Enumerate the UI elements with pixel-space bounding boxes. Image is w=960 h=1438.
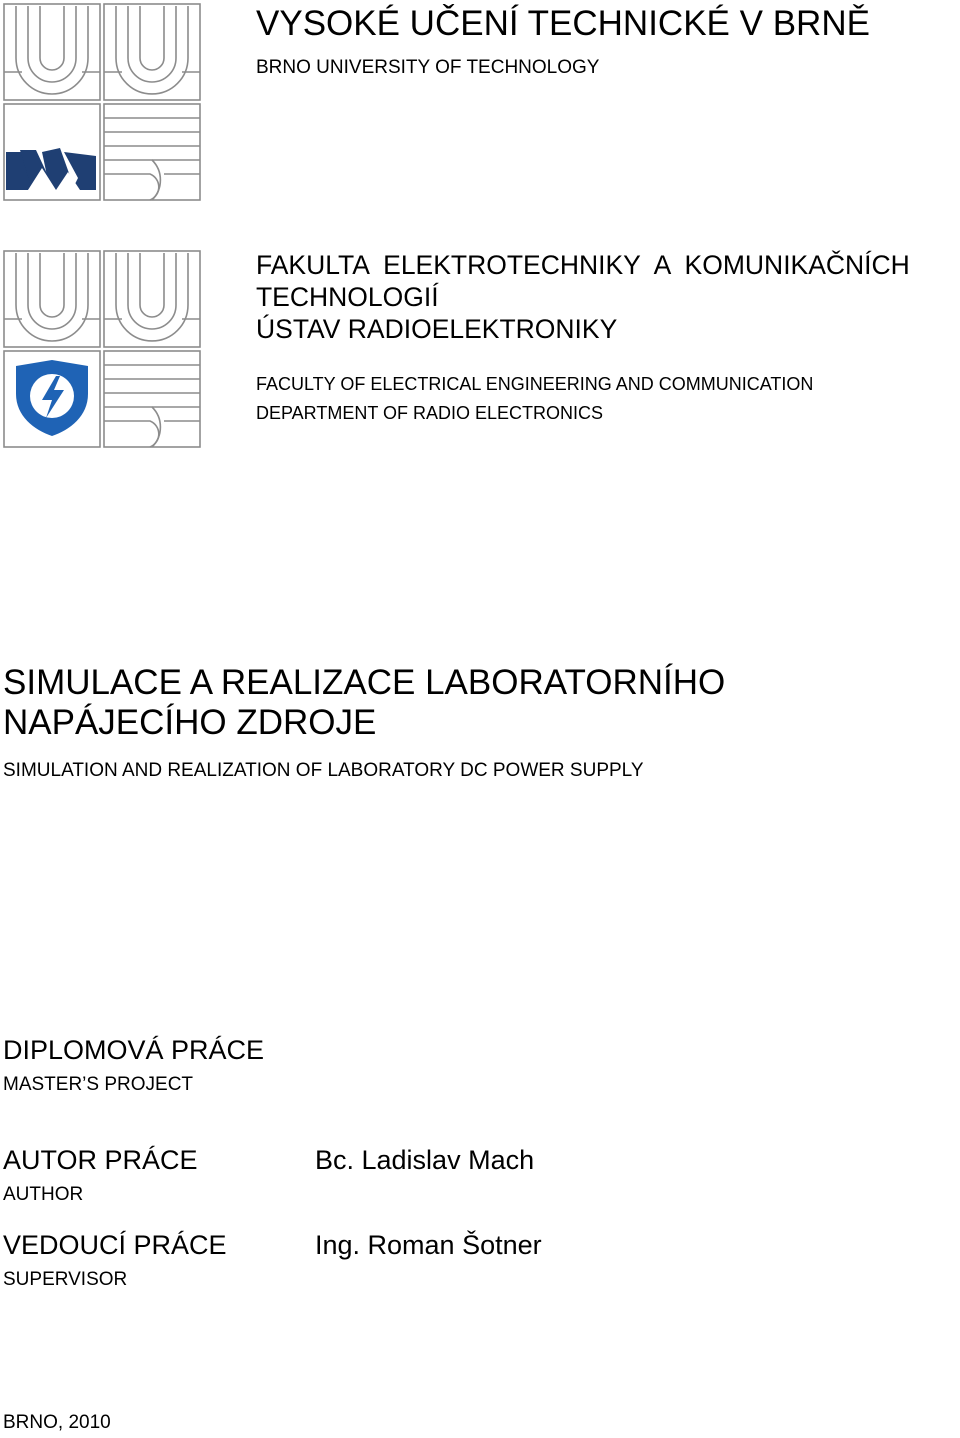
department-name: ÚSTAV RADIOELEKTRONIKY	[256, 314, 618, 344]
faculty-name-line1: FAKULTA ELEKTROTECHNIKY A KOMUNIKAČNÍCH	[256, 250, 910, 280]
thesis-title-line1: SIMULACE A REALIZACE LABORATORNÍHO	[3, 663, 726, 702]
supervisor-label: VEDOUCÍ PRÁCE	[3, 1230, 227, 1260]
author-label: AUTOR PRÁCE	[3, 1145, 198, 1175]
thesis-title-en: SIMULATION AND REALIZATION OF LABORATORY DC POWER SUPPLY	[3, 760, 644, 781]
faculty-name-en: FACULTY OF ELECTRICAL ENGINEERING AND COMMUNICATION	[256, 374, 814, 394]
thesis-type: DIPLOMOVÁ PRÁCE	[3, 1035, 265, 1065]
author-name: Bc. Ladislav Mach	[315, 1145, 535, 1175]
faculty-block	[256, 249, 910, 345]
lightning-shield-icon	[12, 358, 92, 438]
department-name-en: DEPARTMENT OF RADIO ELECTRONICS	[256, 403, 604, 423]
university-name: VYSOKÉ UČENÍ TECHNICKÉ V BRNĚ	[256, 4, 870, 43]
vut-wave-mark-icon	[6, 146, 96, 196]
faculty-block-en	[256, 370, 813, 428]
supervisor-name: Ing. Roman Šotner	[315, 1230, 542, 1260]
thesis-title	[3, 663, 725, 743]
university-name-en: BRNO UNIVERSITY OF TECHNOLOGY	[256, 57, 600, 78]
thesis-type-en: MASTER’S PROJECT	[3, 1074, 194, 1095]
faculty-name-line2: TECHNOLOGIÍ	[256, 282, 439, 312]
supervisor-label-en: SUPERVISOR	[3, 1269, 128, 1290]
author-label-en: AUTHOR	[3, 1184, 84, 1205]
place-year: BRNO, 2010	[3, 1412, 111, 1433]
thesis-title-line2: NAPÁJECÍHO ZDROJE	[3, 703, 377, 742]
